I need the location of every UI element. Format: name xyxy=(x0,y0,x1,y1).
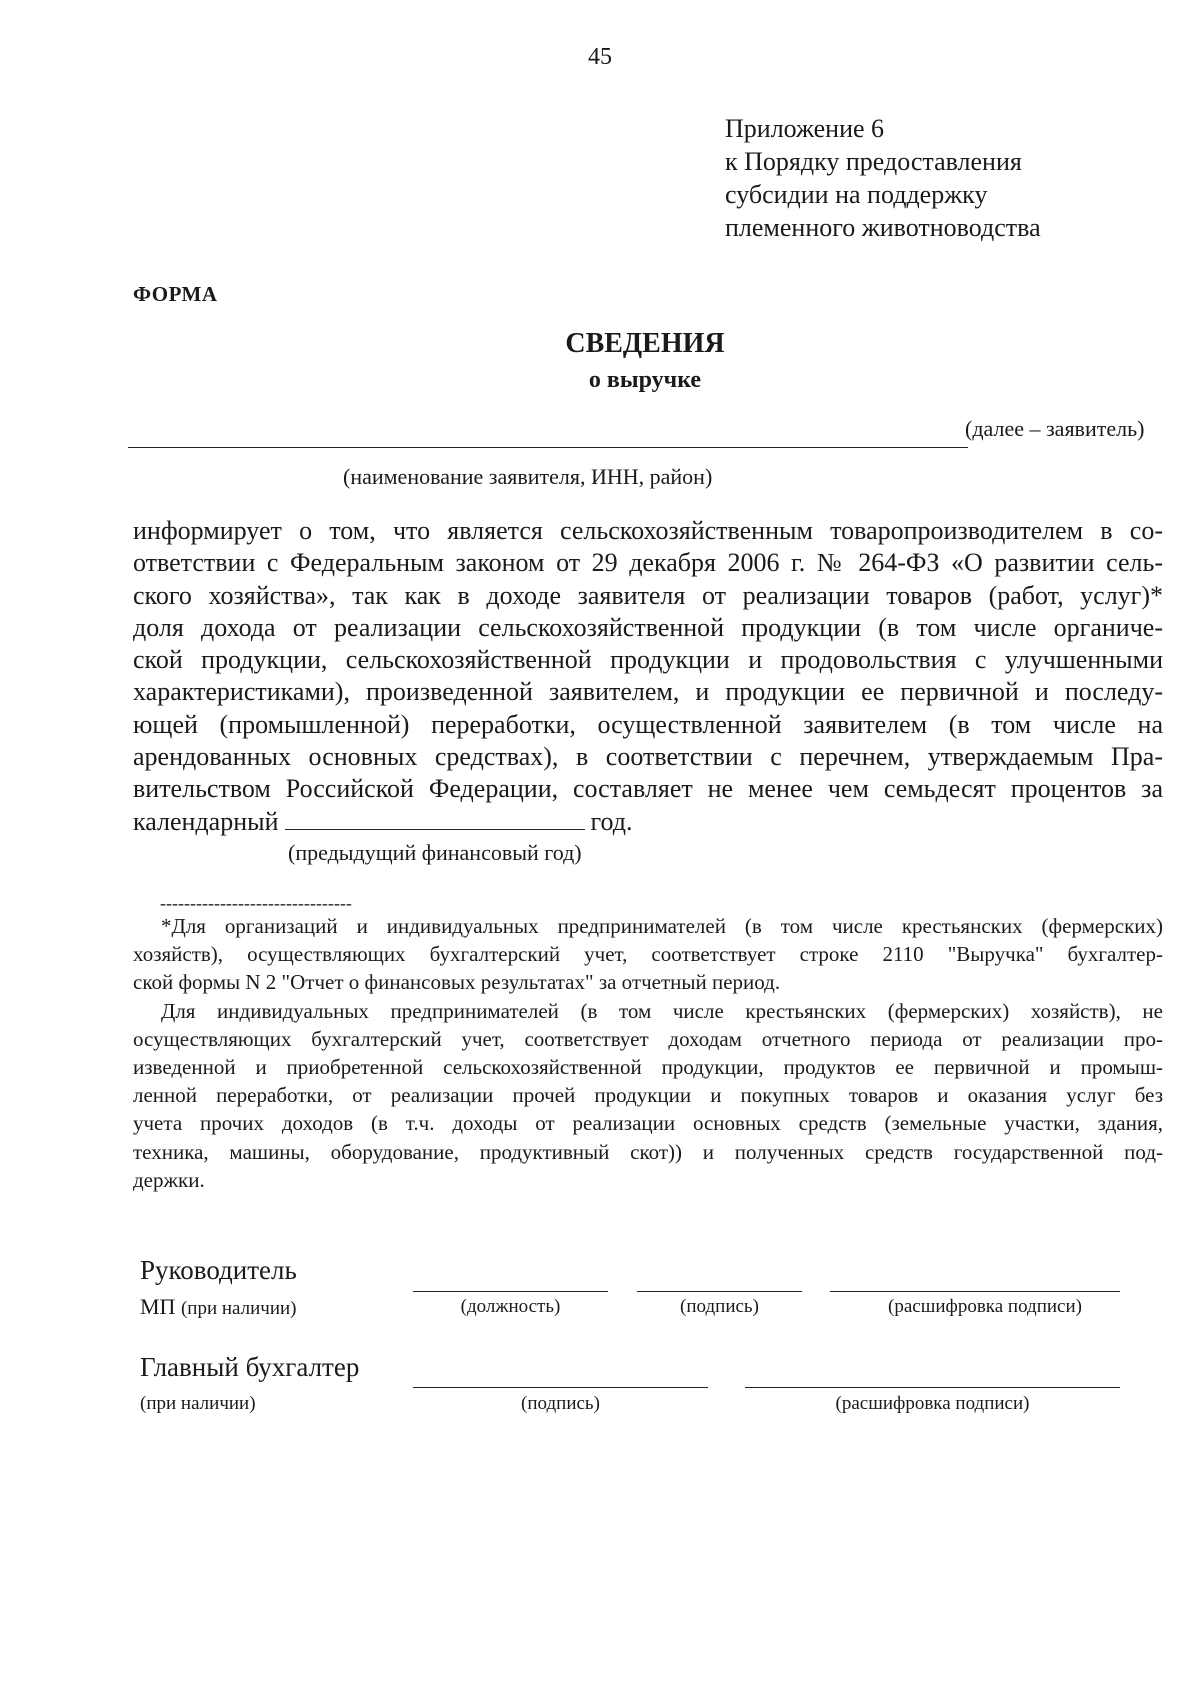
signature-caption: (подпись) xyxy=(680,1296,759,1317)
appendix-line: племенного животноводства xyxy=(725,213,1041,242)
document-subtitle: о выручке xyxy=(588,367,702,393)
footnote-line: хозяйств), осуществляющих бухгалтерский учет, соответствует строке 2110 "Выручка" бухгалтер- xyxy=(133,942,1163,967)
year-caption: (предыдущий финансовый год) xyxy=(288,840,582,865)
footnote xyxy=(133,912,1163,1194)
appendix-line: к Порядку предоставления xyxy=(725,147,1022,176)
head-label: Руководитель xyxy=(140,1255,297,1285)
mp-label xyxy=(140,1294,297,1320)
body-line: ответствии с Федеральным законом от 29 декабря 2006 г. № 264-ФЗ «О развитии сель- xyxy=(133,548,1163,578)
mp-suffix: (при наличии) xyxy=(180,1298,297,1319)
body-line: арендованных основных средствах), в соответствии с перечнем, утверждаемым Пра- xyxy=(133,742,1163,772)
body-line: доля дохода от реализации сельскохозяйственной продукции (в том числе органиче- xyxy=(133,612,1163,642)
body-line: характеристиками), произведенной заявителем, и продукции ее первичной и последу- xyxy=(133,677,1163,707)
footnote-line: ленной переработки, от реализации прочей продукции и покупных товаров и оказания услуг без xyxy=(133,1083,1163,1108)
document-title: СВЕДЕНИЯ xyxy=(565,328,725,359)
footnote-line: *Для организаций и индивидуальных предпринимателей (в том числе крестьянских (фермерских) xyxy=(161,914,1163,938)
accountant-decoding-field[interactable] xyxy=(745,1387,1120,1388)
footnote-line: техника, машины, оборудование, продуктивный скот)) и полученных средств государственной под- xyxy=(133,1139,1163,1164)
applicant-caption: (наименование заявителя, ИНН, район) xyxy=(343,464,713,489)
footnote-line: изведенной и приобретенной сельскохозяйственной продукции, продуктов ее первичной и промыш- xyxy=(133,1055,1163,1080)
decoding-caption: (расшифровка подписи) xyxy=(888,1296,1082,1317)
footnote-separator: -------------------------------- xyxy=(160,893,352,913)
body-paragraph xyxy=(133,515,1163,838)
applicant-name-field[interactable] xyxy=(128,447,968,448)
head-position-field[interactable] xyxy=(413,1291,608,1292)
body-last-after: год. xyxy=(590,806,633,836)
body-line: ского хозяйства», так как в доходе заявителя от реализации товаров (работ, услуг)* xyxy=(133,580,1163,610)
footnote-line: ской формы N 2 "Отчет о финансовых результатах" за отчетный период. xyxy=(133,970,781,995)
page-number: 45 xyxy=(588,44,612,70)
body-line: информирует о том, что является сельскохозяйственным товаропроизводителем в со- xyxy=(133,516,1163,545)
footnote-line: учета прочих доходов (в т.ч. доходы от реализации основных средств (земельные участки, здания, xyxy=(133,1111,1163,1136)
appendix-line: субсидии на поддержку xyxy=(725,180,988,209)
accountant-decoding-caption: (расшифровка подписи) xyxy=(835,1393,1030,1414)
footnote-line: держки. xyxy=(133,1167,205,1192)
body-last-before: календарный xyxy=(133,806,279,836)
accountant-signature-caption: (подпись) xyxy=(521,1393,600,1414)
form-label: ФОРМА xyxy=(133,282,218,306)
position-caption: (должность) xyxy=(460,1296,561,1317)
body-line: вительством Российской Федерации, составляет не менее чем семьдесят процентов за xyxy=(133,774,1163,804)
applicant-suffix: (далее – заявитель) xyxy=(965,416,1145,441)
appendix-header xyxy=(725,112,1041,244)
body-line: ющей (промышленной) переработки, осуществленной заявителем (в том числе на xyxy=(133,709,1163,739)
body-line-last xyxy=(133,806,1163,838)
mp-prefix: МП xyxy=(140,1294,176,1319)
head-signature-field[interactable] xyxy=(637,1291,802,1292)
body-line: ской продукции, сельскохозяйственной продукции и продовольствия с улучшенными xyxy=(133,645,1163,675)
head-decoding-field[interactable] xyxy=(830,1291,1120,1292)
accountant-label: Главный бухгалтер xyxy=(140,1352,360,1382)
appendix-line: Приложение 6 xyxy=(725,114,885,143)
accountant-signature-field[interactable] xyxy=(413,1387,708,1388)
year-field[interactable] xyxy=(285,807,585,830)
footnote-line: осуществляющих бухгалтерский учет, соответствует доходам отчетного периода от реализации про- xyxy=(133,1026,1163,1051)
footnote-line: Для индивидуальных предпринимателей (в том числе крестьянских (фермерских) хозяйств), не xyxy=(161,998,1163,1023)
accountant-suffix: (при наличии) xyxy=(140,1393,256,1414)
